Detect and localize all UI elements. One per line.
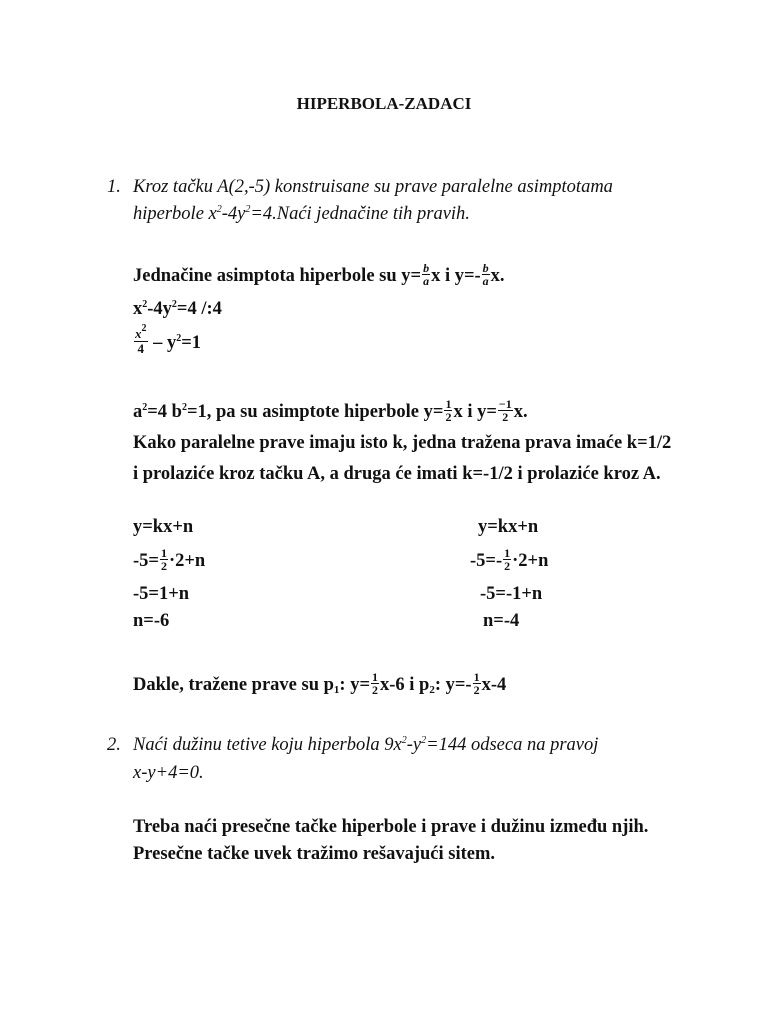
- fraction-one-half: $\frac{1}{2}$: [160, 546, 167, 573]
- equation-divide: $x^2-4y^2=4$ /:4: [133, 299, 222, 319]
- left-substitution: -5= $\frac{1}{2}$ ·2+n: [133, 546, 206, 573]
- fraction-one-half: $\frac{1}{2}$: [504, 546, 511, 573]
- left-simplified: -5=1+n: [133, 584, 190, 604]
- fraction-x2-over-4: $\frac{x^2}{4}$: [135, 323, 147, 356]
- task-1-number: 1.: [107, 177, 121, 197]
- fraction-b-over-a: $\frac{b}{a}$: [423, 261, 430, 288]
- right-line-equation: y=kx+n: [478, 517, 539, 537]
- page-title: HIPERBOLA-ZADACI: [296, 94, 472, 113]
- fraction-one-half: $\frac{1}{2}$: [372, 670, 378, 697]
- solution-2-line-1: Treba naći presečne tačke hiperbole i prave i dužinu između njih.: [133, 817, 649, 837]
- right-result: n=-4: [483, 611, 520, 631]
- right-substitution: -5=- $\frac{1}{2}$ ·2+n: [470, 546, 549, 573]
- slope-explanation-line-2: i prolaziće kroz tačku A, a druga će imati k=-1/2 i prolaziće kroz A.: [133, 464, 661, 484]
- asymptote-equations: Jednačine asimptota hiperbole su y= $\frac{b}{a}$ x i y=- $\frac{b}{a}$ x.: [133, 261, 505, 288]
- canonical-equation: $\frac{x^2}{4}$ – $y^2=1$: [135, 323, 202, 356]
- conclusion: Dakle, tražene prave su $p_1$: y= $\frac{1}{2}$ x-6 i $p_2$: y=- $\frac{1}{2}$ x-4: [133, 670, 507, 697]
- right-simplified: -5=-1+n: [480, 584, 543, 604]
- slope-explanation-line-1: Kako paralelne prave imaju isto k, jedna tražena prava imaće k=1/2: [133, 433, 672, 453]
- left-line-equation: y=kx+n: [133, 517, 194, 537]
- left-result: n=-6: [133, 611, 170, 631]
- fraction-minus-one-half: $\frac{-1}{2}$: [498, 397, 512, 424]
- task-1-text-line-2: hiperbole $x^2-4y^2=4.Naći$ jednačine tih pravih.: [133, 204, 470, 224]
- asymptotes-result: $a^2=4$ $b^2=1$, pa su asimptote hiperbole y= $\frac{1}{2}$ x i y= $\frac{-1}{2}$ x.: [133, 397, 528, 424]
- task-2-number: 2.: [107, 735, 121, 755]
- task-1-text-line-1: Kroz tačku A(2,-5) konstruisane su prave paralelne asimptotama: [133, 177, 613, 197]
- fraction-b-over-a-2: $\frac{b}{a}$: [482, 261, 489, 288]
- task-2-text-line-2: x-y+4=0.: [133, 763, 204, 783]
- task-2-text-line-1: Naći dužinu tetive koju hiperbola $9x^2-y^2=144$ odseca na pravoj: [133, 735, 599, 755]
- fraction-one-half-2: $\frac{1}{2}$: [473, 670, 480, 697]
- fraction-one-half: $\frac{1}{2}$: [445, 397, 452, 424]
- solution-2-line-2: Presečne tačke uvek tražimo rešavajući sitem.: [133, 844, 496, 864]
